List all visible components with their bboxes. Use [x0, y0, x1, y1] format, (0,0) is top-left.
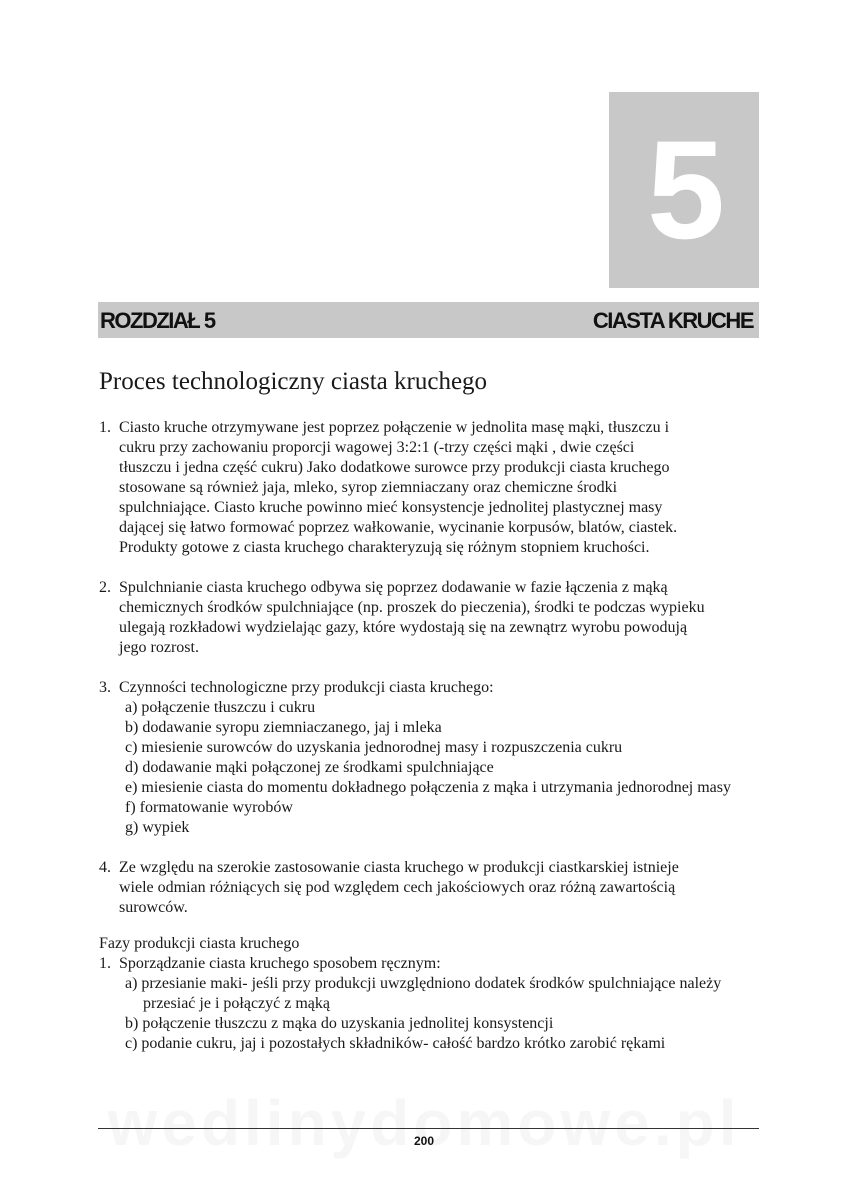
text-line: Spulchnianie ciasta kruchego odbywa się poprzez dodawanie w fazie łączenia z mąką: [119, 579, 668, 596]
list-item-1: [99, 418, 749, 558]
text-line: stosowane są również jaja, mleko, syrop ziemniaczany oraz chemiczne środki: [119, 479, 618, 496]
sub-item: e) miesienie ciasta do momentu dokładnego połączenia z mąka i utrzymania jednorodnej masy: [125, 779, 732, 796]
chapter-number: 5: [647, 111, 721, 268]
text-line: wiele odmian różniących się pod względem cech jakościowych oraz różną zawartością: [119, 879, 676, 896]
item-number: 1.: [99, 419, 111, 436]
text-line: Czynności technologiczne przy produkcji ciasta kruchego:: [119, 679, 494, 696]
text-line: Ciasto kruche otrzymywane jest poprzez połączenie w jednolita masę mąki, tłuszczu i: [119, 419, 670, 436]
list-item-2: [99, 578, 749, 658]
chapter-number-box: [609, 92, 759, 288]
list-item-3: [99, 678, 749, 838]
text-line: Ze względu na szerokie zastosowanie ciasta kruchego w produkcji ciastkarskiej istnieje: [119, 859, 679, 876]
item-number: 1.: [99, 955, 111, 972]
subsection-title: Fazy produkcji ciasta kruchego: [99, 935, 300, 952]
chapter-label: ROZDZIAŁ 5: [100, 308, 215, 333]
text-line: Produkty gotowe z ciasta kruchego charakteryzują się różnym stopniem kruchości.: [119, 539, 650, 556]
sub-item: g) wypiek: [125, 819, 190, 836]
page-number: 200: [413, 1134, 435, 1148]
sub-item: b) połączenie tłuszczu z mąka do uzyskania jednolitej konsystencji: [125, 1015, 554, 1032]
item-number: 2.: [99, 579, 111, 596]
text-line: cukru przy zachowaniu proporcji wagowej 3:2:1 (-trzy części mąki , dwie części: [119, 439, 635, 456]
chapter-header-bar: [98, 302, 759, 338]
text-line: jego rozrost.: [119, 639, 199, 656]
text-line: dającej się łatwo formować poprzez wałkowanie, wycinanie korpusów, blatów, ciastek.: [119, 519, 678, 536]
text-line: tłuszczu i jedna część cukru) Jako dodatkowe surowce przy produkcji ciasta kruchego: [119, 459, 670, 476]
item-number: 3.: [99, 679, 111, 696]
list-item-4: [99, 858, 749, 918]
sub-item: a) połączenie tłuszczu i cukru: [125, 699, 316, 716]
text-line: Sporządzanie ciasta kruchego sposobem ręcznym:: [119, 955, 441, 972]
section-title: Proces technologiczny ciasta kruchego: [99, 368, 488, 395]
watermark: [0, 1086, 848, 1160]
text-line: chemicznych środków spulchniające (np. proszek do pieczenia), środki te podczas wypieku: [119, 599, 705, 616]
text-line: surowców.: [119, 899, 188, 916]
fazy-item-1: [99, 954, 749, 1054]
text-line: ulegają rozkładowi wydzielając gazy, które wydostają się na zewnątrz wyrobu powodują: [119, 619, 688, 636]
footer-divider: [98, 1128, 759, 1129]
item-number: 4.: [99, 859, 111, 876]
sub-item: a) przesianie maki- jeśli przy produkcji uwzględniono dodatek środków spulchniające należy przesiać je i połączyć z mąką: [125, 975, 722, 1012]
sub-item: c) podanie cukru, jaj i pozostałych składników- całość bardzo krótko zarobić rękami: [125, 1035, 666, 1052]
sub-item: b) dodawanie syropu ziemniaczanego, jaj i mleka: [125, 719, 442, 736]
content: [99, 418, 749, 1054]
text-line: spulchniające. Ciasto kruche powinno mieć konsystencje jednolitej plastycznej masy: [119, 499, 663, 516]
sub-item: c) miesienie surowców do uzyskania jednorodnej masy i rozpuszczenia cukru: [125, 739, 623, 756]
sub-item: f) formatowanie wyrobów: [125, 799, 293, 816]
chapter-title: CIASTA KRUCHE: [592, 308, 753, 333]
sub-item: d) dodawanie mąki połączonej ze środkami spulchniające: [125, 759, 494, 776]
